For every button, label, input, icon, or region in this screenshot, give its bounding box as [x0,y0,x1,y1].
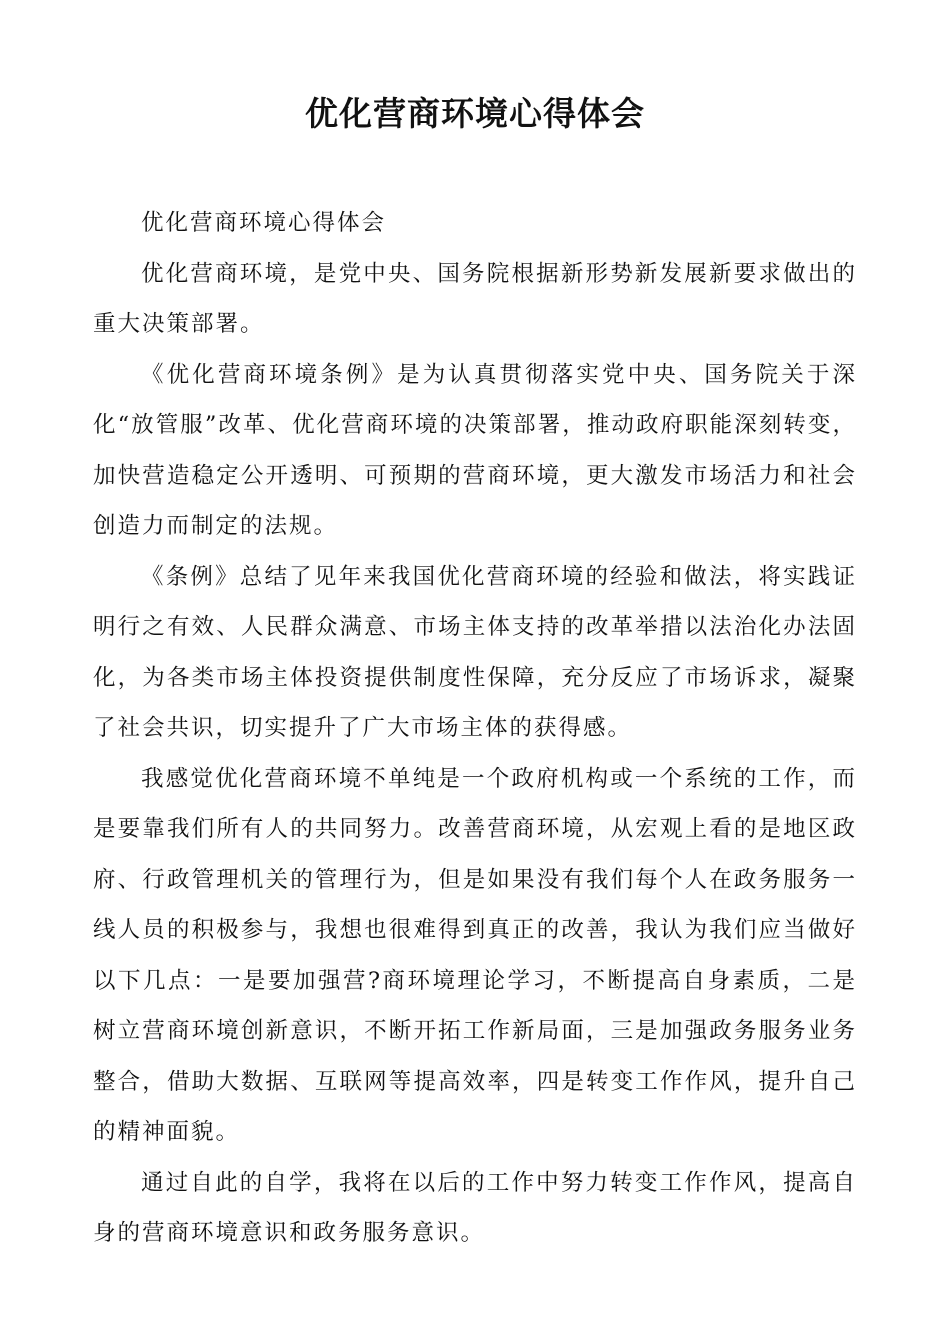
paragraph-conclusion: 通过自此的自学，我将在以后的工作中努力转变工作作风，提高自身的营商环境意识和政务服务意识。 [93,1169,857,1246]
paragraph-regulation: 《优化营商环境条例》是为认真贯彻落实党中央、国务院关于深化“放管服”改革、优化营商环境的决策部署，推动政府职能深刻转变，加快营造稳定公开透明、可预期的营商环境，更大激发市场活力和社会创造力而制定的法规。 [93,361,857,539]
document-body [93,198,857,1259]
document-title: 优化营商环境心得体会 [305,94,645,133]
paragraph-intro: 优化营商环境，是党中央、国务院根据新形势新发展新要求做出的重大决策部署。 [93,260,857,337]
paragraph-summary: 《条例》总结了见年来我国优化营商环境的经验和做法，将实践证明行之有效、人民群众满意、市场主体支持的改革举措以法治化办法固化，为各类市场主体投资提供制度性保障，充分反应了市场诉求，凝聚了社会共识，切实提升了广大市场主体的获得感。 [93,563,857,741]
paragraph-subtitle: 优化营商环境心得体会 [141,210,387,236]
paragraph-reflection: 我感觉优化营商环境不单纯是一个政府机构或一个系统的工作，而是要靠我们所有人的共同努力。改善营商环境，从宏观上看的是地区政府、行政管理机关的管理行为，但是如果没有我们每个人在政务服务一线人员的积极参与，我想也很难得到真正的改善，我认为我们应当做好以下几点：一是要加强营?商环境理论学习，不断提高自身素质，二是树立营商环境创新意识，不断开拓工作新局面，三是加强政务服务业务整合，借助大数据、互联网等提高效率，四是转变工作作风，提升自己的精神面貌。 [93,765,857,1145]
